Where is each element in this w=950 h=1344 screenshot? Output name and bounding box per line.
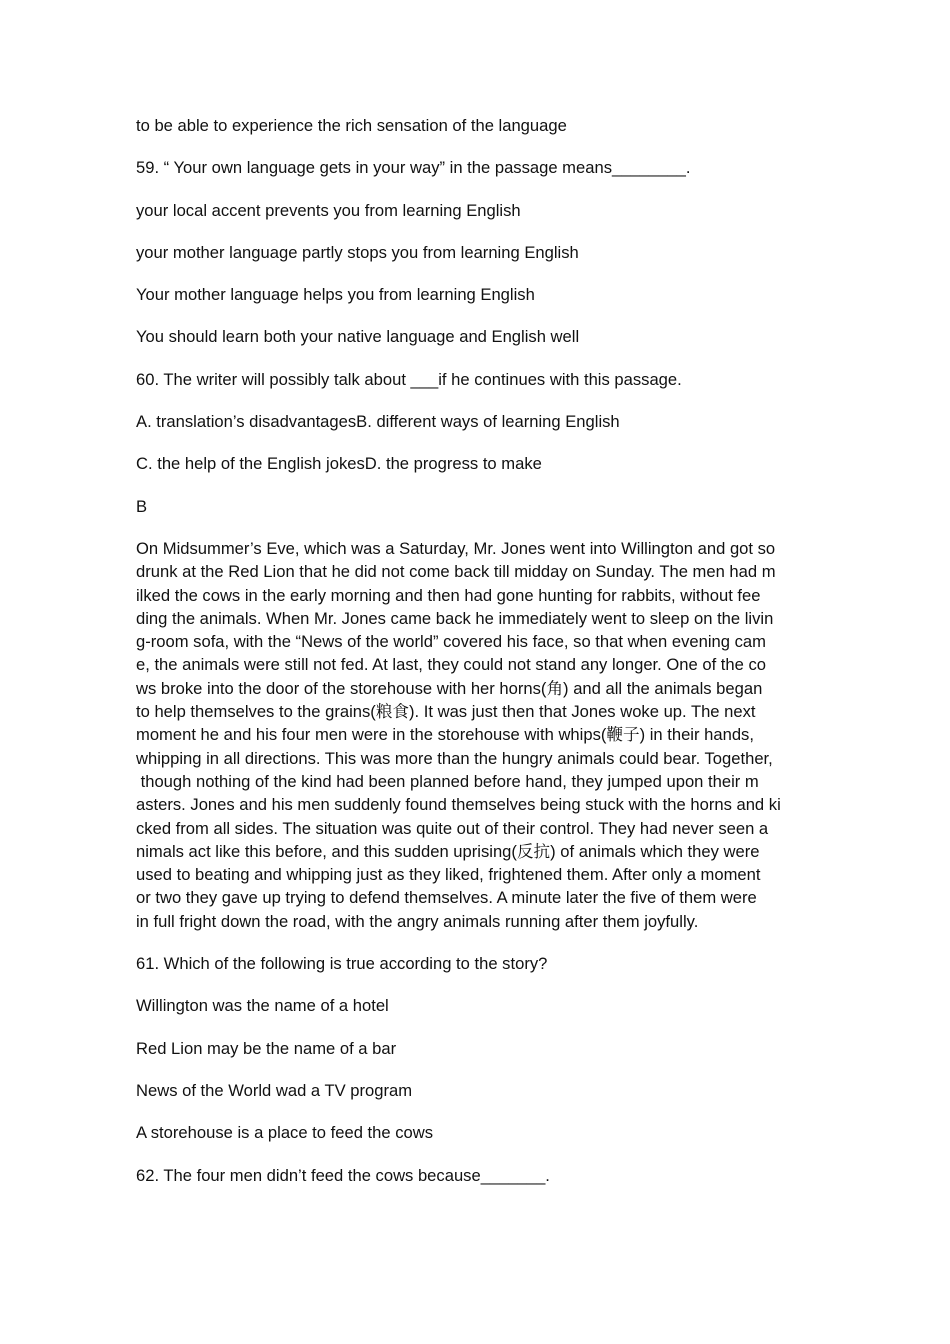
- option-text: Willington was the name of a hotel: [136, 996, 389, 1016]
- option-text: your local accent prevents you from learning English: [136, 200, 521, 220]
- option-text: A. translation’s disadvantagesB. different ways of learning English: [136, 412, 620, 432]
- passage-line: cked from all sides. The situation was quite out of their control. They had never seen a: [136, 818, 769, 838]
- option-text: Red Lion may be the name of a bar: [136, 1038, 397, 1058]
- passage-line: though nothing of the kind had been planned before hand, they jumped upon their m: [136, 771, 759, 791]
- option-text: Your mother language helps you from learning English: [136, 285, 535, 305]
- option-text: A storehouse is a place to feed the cows: [136, 1123, 434, 1143]
- question-59: 59. “ Your own language gets in your way” in the passage means________.: [136, 158, 691, 178]
- passage-line: asters. Jones and his men suddenly found themselves being stuck with the horns and ki: [136, 795, 781, 815]
- reading-passage: [136, 537, 820, 933]
- passage-line: nimals act like this before, and this sudden uprising(反抗) of animals which they were: [136, 841, 760, 861]
- option-text: You should learn both your native language and English well: [136, 327, 580, 347]
- section-heading: B: [136, 496, 148, 516]
- passage-line: e, the animals were still not fed. At last, they could not stand any longer. One of the co: [136, 655, 767, 675]
- document-body: [136, 114, 820, 1206]
- passage-line: whipping in all directions. This was more than the hungry animals could bear. Together,: [136, 748, 773, 768]
- passage-line: On Midsummer’s Eve, which was a Saturday, Mr. Jones went into Willington and got so: [136, 538, 776, 558]
- passage-line: g-room sofa, with the “News of the world” covered his face, so that when evening cam: [136, 632, 766, 652]
- option-text: your mother language partly stops you from learning English: [136, 242, 579, 262]
- passage-line: moment he and his four men were in the storehouse with whips(鞭子) in their hands,: [136, 725, 754, 745]
- passage-line: drunk at the Red Lion that he did not come back till midday on Sunday. The men had m: [136, 562, 776, 582]
- option-text: C. the help of the English jokesD. the progress to make: [136, 454, 542, 474]
- option-text: News of the World wad a TV program: [136, 1080, 413, 1100]
- passage-line: ding the animals. When Mr. Jones came back he immediately went to sleep on the livin: [136, 608, 774, 628]
- option-text: to be able to experience the rich sensation of the language: [136, 116, 567, 135]
- passage-line: in full fright down the road, with the angry animals running after them joyfully.: [136, 911, 699, 931]
- passage-line: or two they gave up trying to defend themselves. A minute later the five of them were: [136, 888, 757, 908]
- passage-line: ilked the cows in the early morning and then had gone hunting for rabbits, without fee: [136, 585, 761, 605]
- question-60: 60. The writer will possibly talk about ___if he continues with this passage.: [136, 369, 682, 389]
- passage-line: to help themselves to the grains(粮食). It was just then that Jones woke up. The next: [136, 702, 756, 722]
- question-62: 62. The four men didn’t feed the cows because_______.: [136, 1165, 550, 1185]
- question-61: 61. Which of the following is true according to the story?: [136, 954, 548, 974]
- passage-line: ws broke into the door of the storehouse with her horns(角) and all the animals began: [136, 678, 763, 698]
- passage-line: used to beating and whipping just as they liked, frightened them. After only a moment: [136, 865, 761, 885]
